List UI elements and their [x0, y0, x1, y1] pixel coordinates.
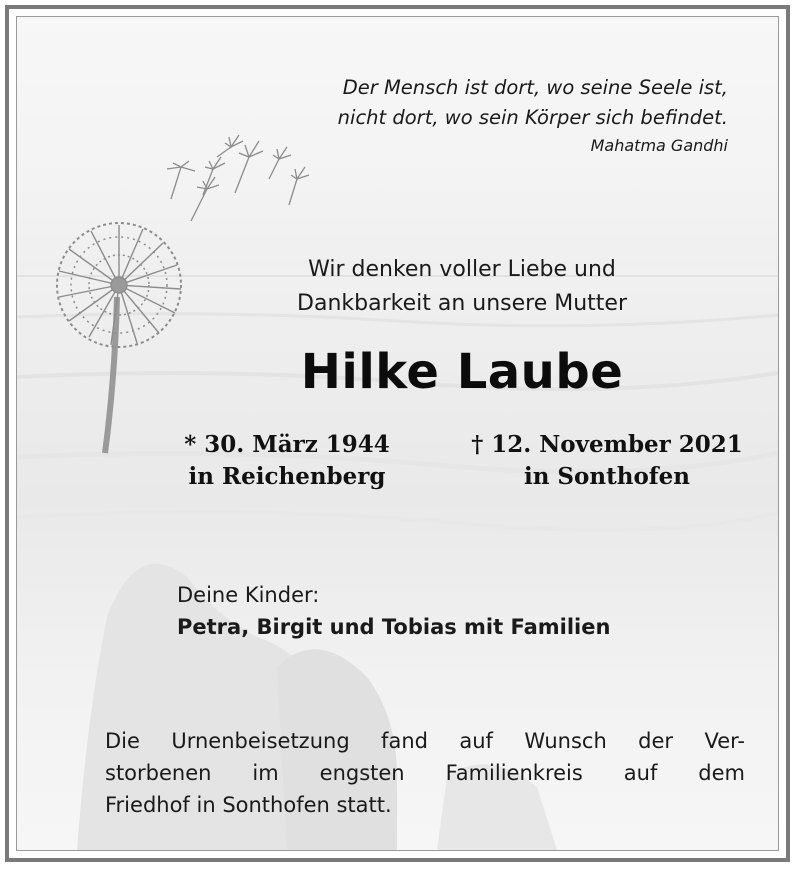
- burial-notice: [105, 725, 745, 821]
- death-place: in Sonthofen: [523, 463, 691, 490]
- quote-line-2: nicht dort, wo sein Körper sich befindet.: [337, 106, 728, 129]
- family-names: Petra, Birgit und Tobias mit Familien: [177, 615, 611, 639]
- notice-line-1: Die Urnenbeisetzung fand auf Wunsch der Ver-: [105, 729, 745, 753]
- quote-author: Mahatma Gandhi: [590, 136, 728, 155]
- family-label: Deine Kinder:: [177, 583, 320, 607]
- notice-frame: [5, 5, 790, 862]
- notice-line-2: storbenen im engsten Familienkreis auf dem: [105, 761, 745, 785]
- death-info: [447, 429, 767, 493]
- notice-background: [16, 16, 779, 851]
- intro-text: [217, 253, 707, 321]
- deceased-name: Hilke Laube: [300, 344, 624, 400]
- birth-place: in Reichenberg: [188, 463, 386, 490]
- quote-block: [338, 73, 728, 159]
- death-date: † 12. November 2021: [471, 431, 743, 458]
- birth-date: * 30. März 1944: [184, 431, 390, 458]
- intro-line-1: Wir denken voller Liebe und: [308, 257, 616, 282]
- notice-line-3: Friedhof in Sonthofen statt.: [105, 793, 392, 817]
- intro-line-2: Dankbarkeit an unsere Mutter: [297, 291, 627, 316]
- family-block: [177, 579, 610, 643]
- quote-line-1: Der Mensch ist dort, wo seine Seele ist,: [342, 76, 728, 99]
- birth-info: [167, 429, 407, 493]
